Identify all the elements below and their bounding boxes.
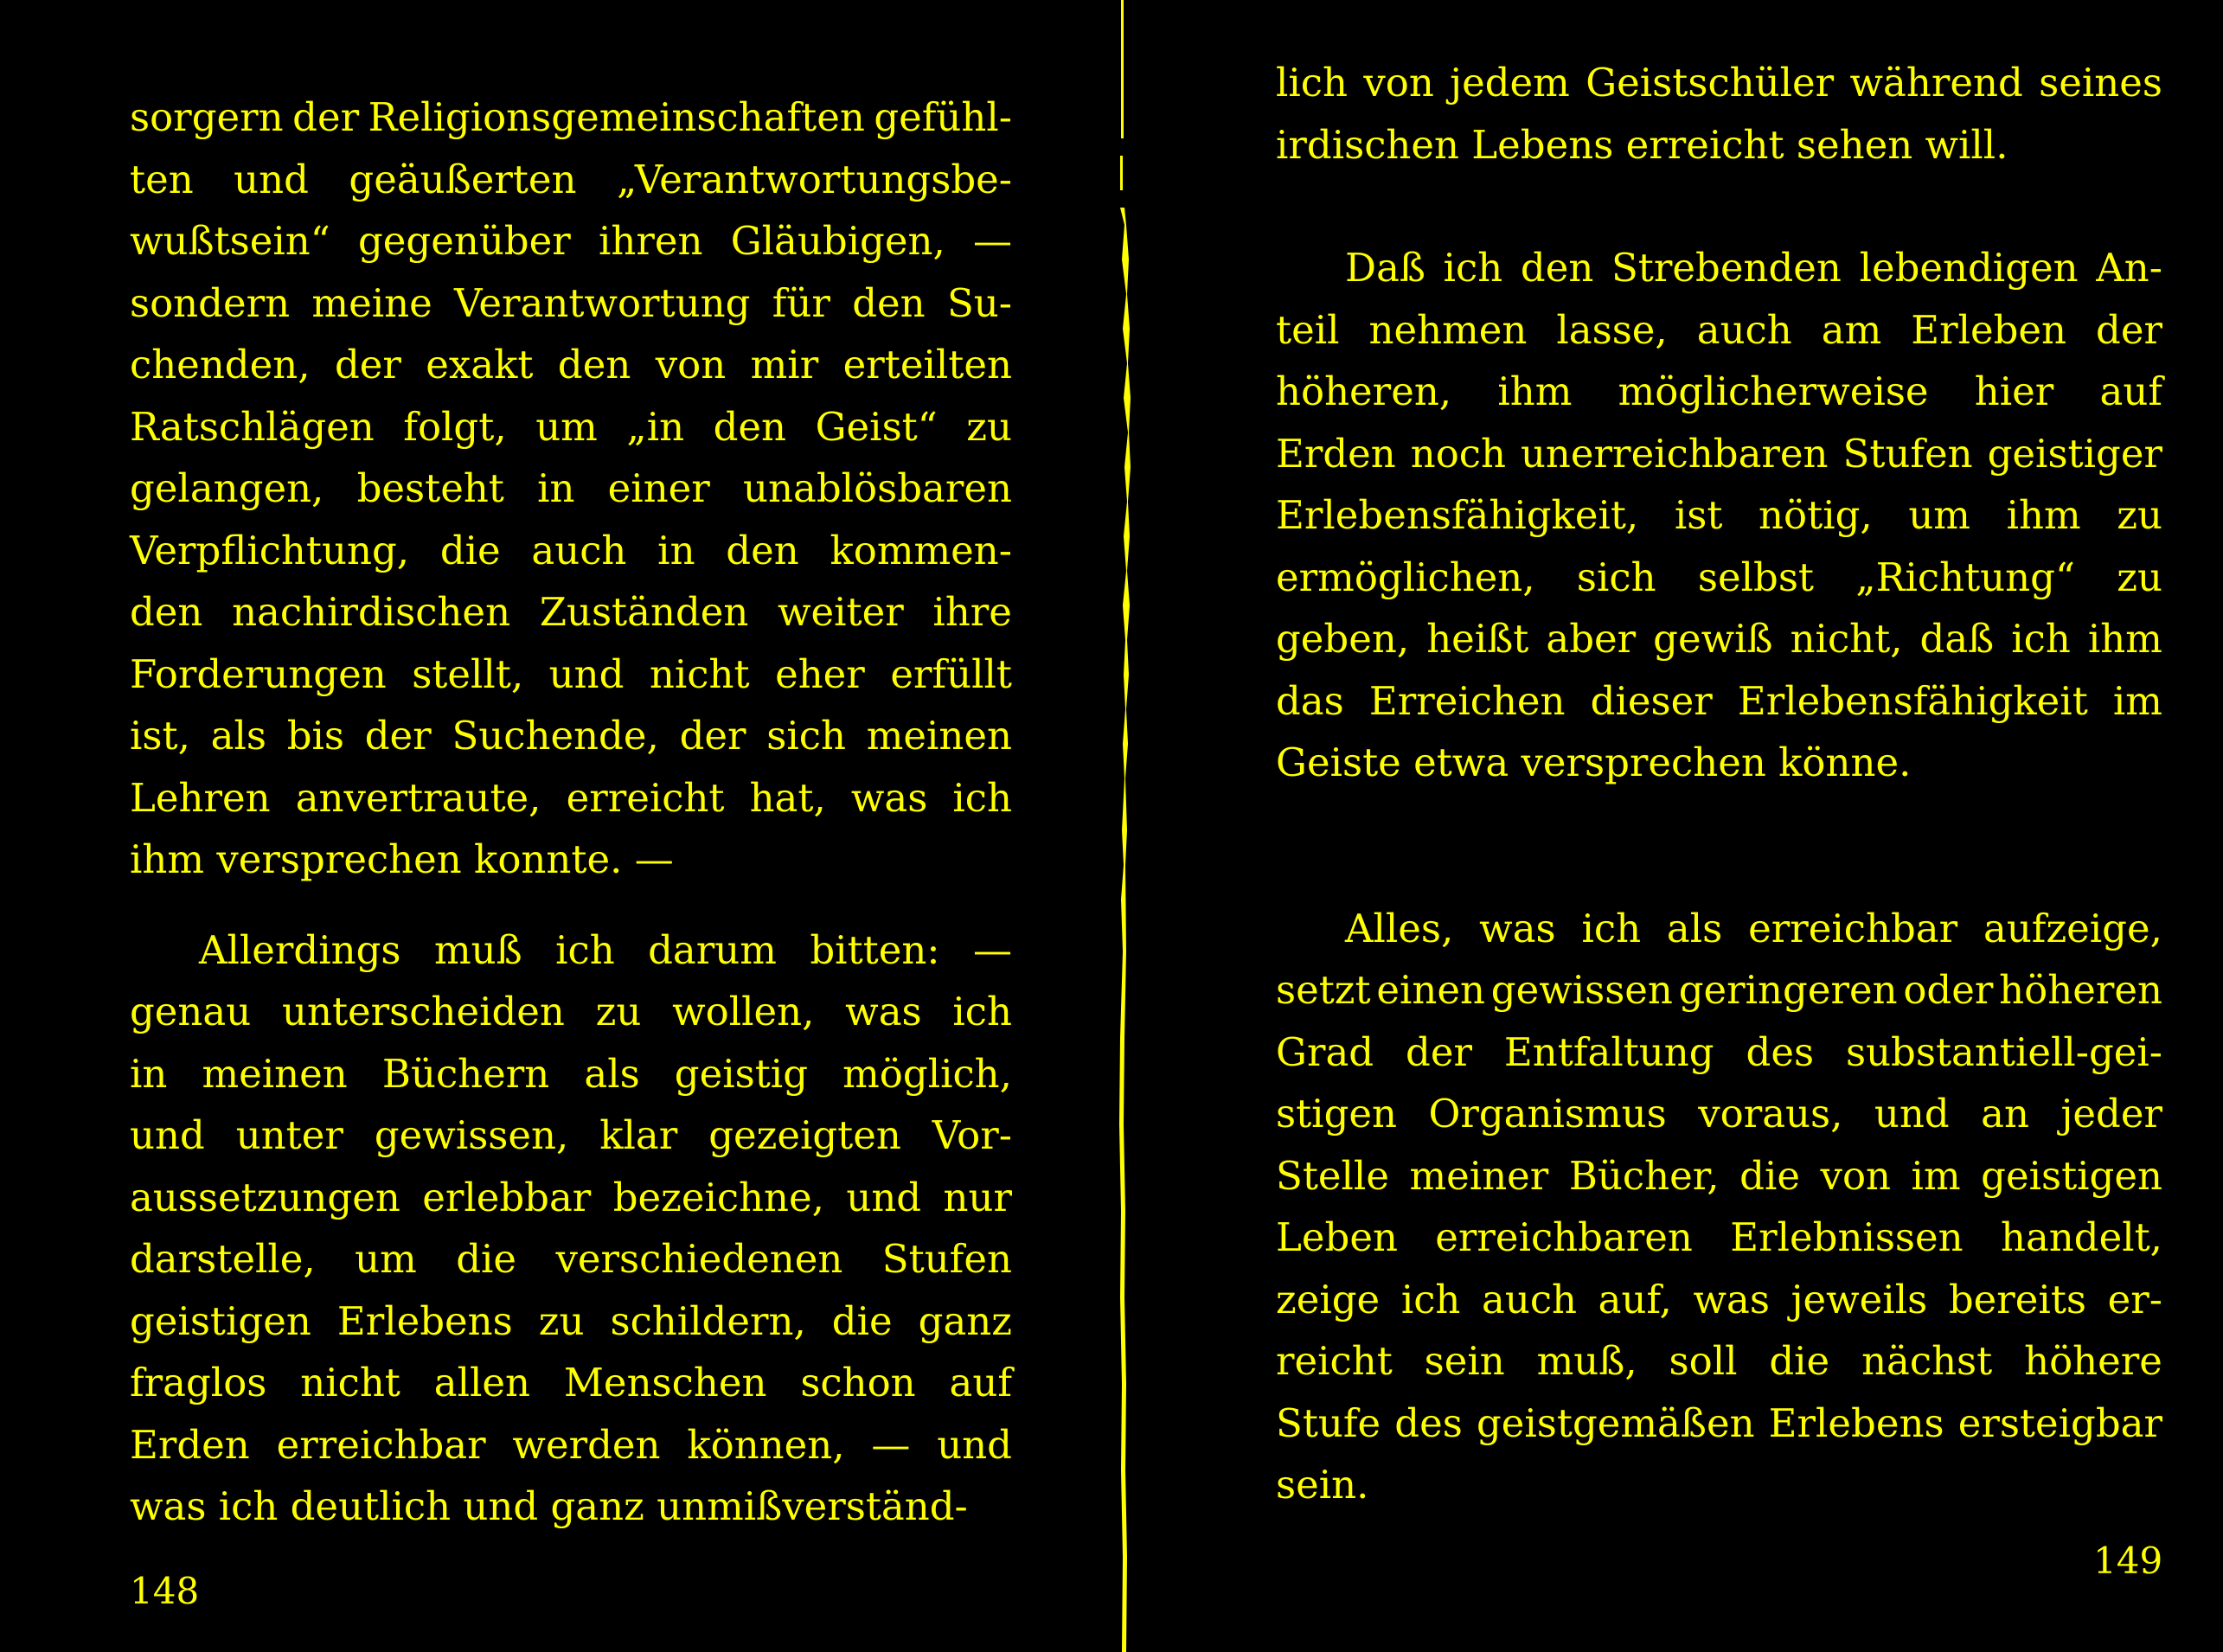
right-paragraph-2 xyxy=(1276,237,2162,794)
text-line: ihm versprechen konnte. — xyxy=(130,836,674,882)
text-line: chenden, der exakt den von mir erteilten xyxy=(130,342,1012,387)
left-page xyxy=(130,86,1012,1538)
text-line: Lehren anvertraute, erreicht hat, was ich xyxy=(130,774,1012,821)
text-line: wußtsein“ gegenüber ihren Gläubigen, — xyxy=(130,218,1012,264)
text-line: gelangen, besteht in einer unablösbaren xyxy=(130,465,1012,511)
right-paragraph-1 xyxy=(1276,52,2162,176)
text-line: teil nehmen lasse, auch am Erleben der xyxy=(1276,306,2162,353)
text-line: was ich deutlich und ganz unmißverständ- xyxy=(130,1483,968,1529)
text-line: sondern meine Verantwortung für den Su- xyxy=(130,279,1012,326)
text-line: höheren, ihm möglicherweise hier auf xyxy=(1276,368,2162,414)
text-line: Stelle meiner Bücher, die von im geistigen xyxy=(1276,1152,2162,1199)
text-line: sein. xyxy=(1276,1462,1369,1508)
text-line: aussetzungen erlebbar bezeichne, und nur xyxy=(130,1174,1012,1220)
text-line: Erlebensfähigkeit, ist nötig, um ihm zu xyxy=(1276,492,2162,538)
text-line: Alles, was ich als erreichbar aufzeige, xyxy=(1345,905,2162,951)
text-line: lich von jedem Geistschüler während seines xyxy=(1276,60,2162,106)
right-page xyxy=(1276,52,2162,1516)
text-line: Geiste etwa versprechen könne. xyxy=(1276,740,1912,785)
text-line: fraglos nicht allen Menschen schon auf xyxy=(130,1360,1012,1405)
text-line: stigen Organismus voraus, und an jeder xyxy=(1276,1091,2162,1137)
text-line: Ratschlägen folgt, um „in den Geist“ zu xyxy=(130,403,1012,450)
text-line: sorgern der Religionsgemeinschaften gefühl- xyxy=(130,94,1012,140)
text-line: geistigen Erlebens zu schildern, die ganz xyxy=(130,1297,1012,1344)
text-line: ten und geäußerten „Verantwortungsbe- xyxy=(130,156,1012,202)
text-line: genau unterscheiden zu wollen, was ich xyxy=(130,989,1012,1034)
text-line: reicht sein muß, soll die nächst höhere xyxy=(1276,1338,2162,1384)
text-line: in meinen Büchern als geistig möglich, xyxy=(130,1050,1012,1097)
text-line: darstelle, um die verschiedenen Stufen xyxy=(130,1236,1012,1282)
text-line: Verpflichtung, die auch in den kommen- xyxy=(130,527,1012,573)
text-line: das Erreichen dieser Erlebensfähigkeit im xyxy=(1276,677,2162,724)
text-line: setzt einen gewissen geringeren oder höheren xyxy=(1276,967,2162,1013)
text-line: Erden erreichbar werden können, — und xyxy=(130,1421,1012,1468)
text-line: irdischen Lebens erreicht sehen will. xyxy=(1276,121,2008,168)
text-line: Daß ich den Strebenden lebendigen An- xyxy=(1345,245,2162,291)
right-paragraph-3 xyxy=(1276,898,2162,1516)
left-paragraph-1 xyxy=(130,86,1012,891)
page-number-right: 149 xyxy=(2093,1540,2163,1582)
text-line: Forderungen stellt, und nicht eher erfüllt xyxy=(130,650,1012,697)
text-line: ist, als bis der Suchende, der sich meinen xyxy=(130,713,1012,759)
text-line: ermöglichen, sich selbst „Richtung“ zu xyxy=(1276,554,2162,600)
text-line: den nachirdischen Zuständen weiter ihre xyxy=(130,589,1012,635)
text-line: und unter gewissen, klar gezeigten Vor- xyxy=(130,1112,1012,1158)
left-paragraph-2 xyxy=(130,919,1012,1538)
text-line: Allerdings muß ich darum bitten: — xyxy=(199,926,1012,973)
page-number-left: 148 xyxy=(130,1570,200,1612)
text-line: Stufe des geistgemäßen Erlebens ersteigbar xyxy=(1276,1399,2162,1446)
text-line: Erden noch unerreichbaren Stufen geistiger xyxy=(1276,430,2162,477)
text-line: Leben erreichbaren Erlebnissen handelt, xyxy=(1276,1214,2162,1260)
text-line: zeige ich auch auf, was jeweils bereits er- xyxy=(1276,1276,2162,1322)
text-line: Grad der Entfaltung des substantiell-gei- xyxy=(1276,1028,2162,1075)
text-line: geben, heißt aber gewiß nicht, daß ich ihm xyxy=(1276,616,2162,662)
book-spine-fold xyxy=(1116,0,1131,1652)
